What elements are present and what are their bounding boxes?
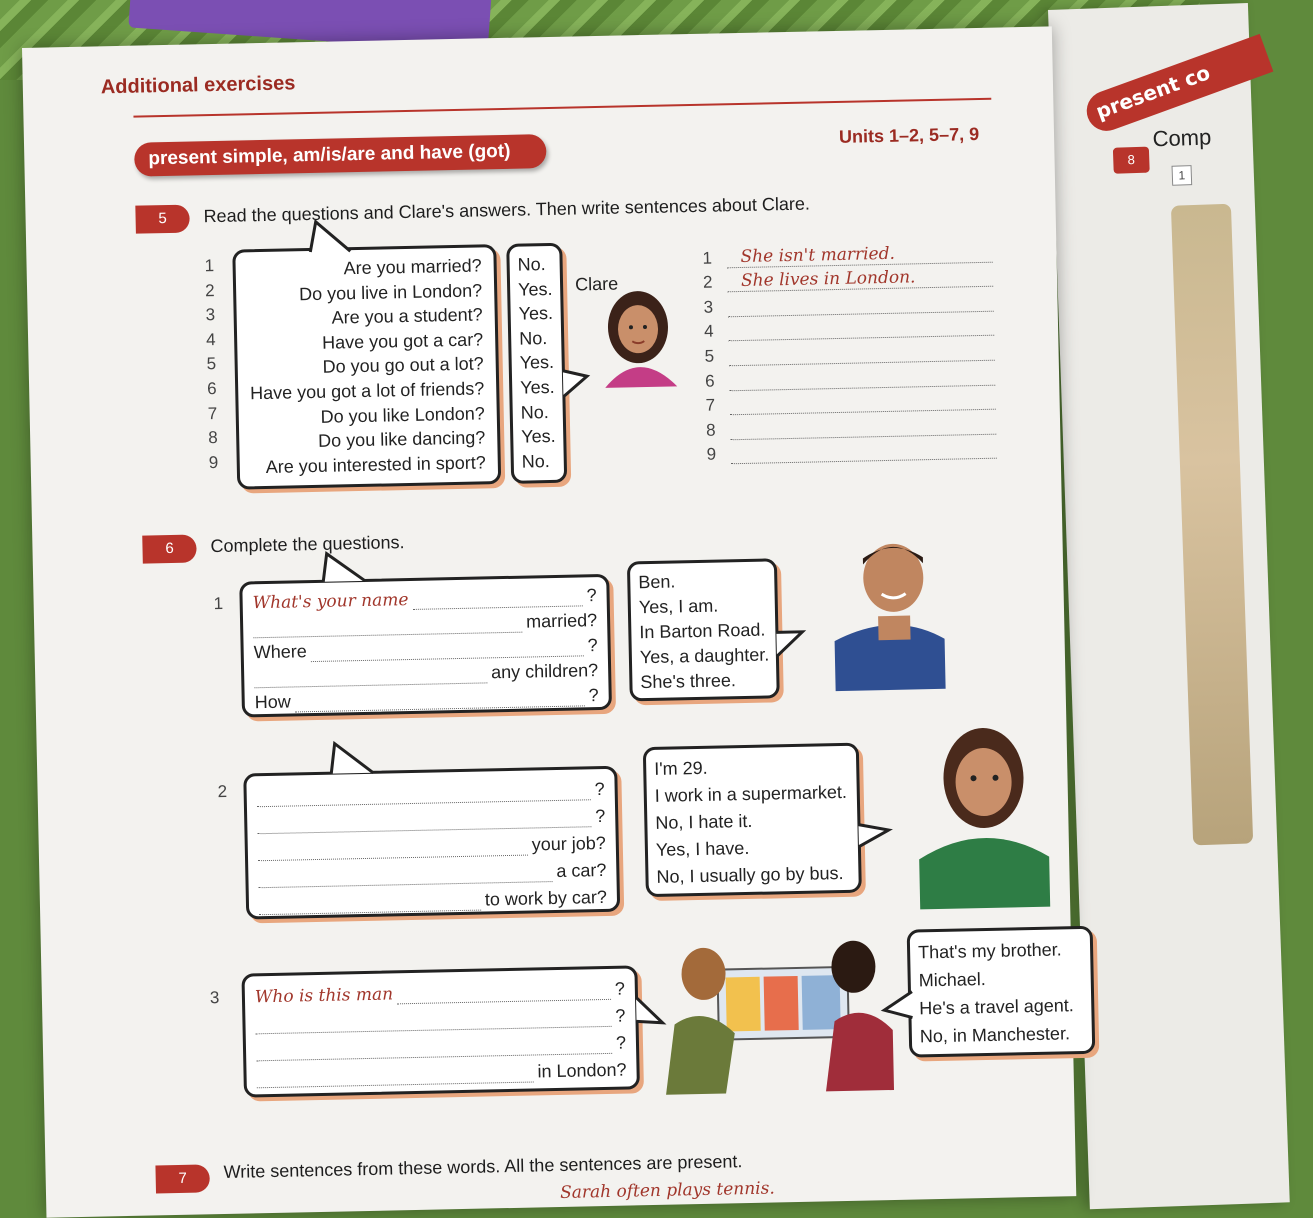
line-number: 8: [705, 420, 716, 440]
answer-text: She's three.: [640, 670, 737, 693]
ben-illustration: [822, 529, 955, 692]
line-number: 1: [702, 248, 713, 268]
ex6-q3-number: 3: [209, 988, 220, 1008]
exercise-7-badge: 7: [155, 1164, 210, 1193]
woman-illustration: [916, 717, 1050, 910]
answer-text: No, I hate it.: [655, 810, 753, 833]
blank-line: [257, 1082, 534, 1089]
ex6-q1-number: 1: [213, 593, 224, 614]
answer-text: Yes, I am.: [638, 595, 719, 618]
line-number: 3: [703, 297, 714, 317]
ex5-answers-bubble: [506, 243, 567, 484]
question-ending: ?: [587, 635, 598, 656]
ex5-answer: No.: [518, 327, 548, 349]
section-banner: present simple, am/is/are and have (got): [134, 134, 547, 177]
answer-text: That's my brother.: [917, 939, 1062, 963]
question-number: 2: [204, 280, 215, 300]
line-number: 4: [703, 321, 714, 342]
right-page-instruction: Comp: [1152, 124, 1212, 152]
right-page-illustration: [1171, 204, 1253, 846]
exercise-7-example: Sarah often plays tennis.: [559, 1178, 775, 1203]
ex5-written-answer: She isn't married.: [740, 243, 896, 267]
ex6-q1-answers-bubble: [627, 558, 780, 701]
ex6-q2-number: 2: [217, 781, 228, 802]
ex5-answer: Yes.: [521, 426, 556, 447]
ex5-question: Have you got a lot of friends?: [249, 378, 485, 404]
answer-line: [730, 438, 996, 465]
header-divider: [133, 98, 991, 118]
question-ending: married?: [525, 610, 598, 632]
answer-text: I work in a supermarket.: [654, 781, 848, 806]
question-number: 8: [208, 428, 218, 448]
friends-photo-illustration: [663, 930, 896, 1095]
question-number: 5: [206, 354, 217, 374]
ex6-q3-answers-tail: [882, 990, 915, 1023]
ex6-q1-questions-bubble: [239, 574, 612, 718]
ex6-q1-bubble-tail: [319, 551, 372, 584]
question-ending: your job?: [531, 832, 606, 855]
question-ending: ?: [614, 978, 626, 999]
answer-text: Yes, a daughter.: [639, 644, 770, 668]
blank-line: [295, 705, 585, 712]
question-ending: to work by car?: [484, 886, 608, 910]
ex5-question: Do you like London?: [320, 402, 485, 427]
ex5-question: Are you interested in sport?: [265, 452, 486, 477]
question-ending: ?: [615, 1005, 626, 1026]
answer-text: He's a travel agent.: [919, 995, 1075, 1019]
answer-text: Ben.: [638, 571, 676, 593]
page-header-title: Additional exercises: [100, 72, 296, 99]
question-ending: ?: [588, 685, 599, 706]
ex6-q2-answers-tail: [856, 820, 893, 851]
answer-text: No, I usually go by bus.: [656, 862, 844, 887]
ex6-q3-bubble-tail: [634, 995, 667, 1028]
ex5-answer: Yes.: [519, 352, 555, 374]
question-ending: in London?: [537, 1059, 627, 1082]
question-ending: any children?: [490, 660, 599, 683]
exercise-5-instruction: Read the questions and Clare's answers. Then write sentences about Clare.: [203, 193, 811, 227]
ex6-q1-answers-tail: [774, 628, 807, 661]
exercise-5-badge: 5: [135, 205, 190, 234]
ex5-question-numbers: [204, 256, 229, 478]
question-ending: ?: [615, 1032, 627, 1053]
line-number: 7: [705, 395, 716, 415]
ex6-q2-answers-bubble: [643, 743, 862, 897]
ex6-q3-answers-bubble: [907, 926, 1096, 1058]
question-number: 1: [204, 256, 215, 276]
ex5-writing-lines: [702, 238, 997, 465]
line-number: 6: [704, 371, 715, 391]
clare-illustration: [593, 286, 687, 388]
exercise-6-badge: 6: [142, 534, 197, 563]
ex6-q2-bubble-tail: [327, 741, 380, 776]
question-ending: ?: [594, 805, 606, 827]
question-number: 4: [205, 329, 216, 349]
line-number: 5: [704, 346, 715, 366]
workbook-page: [22, 26, 1076, 1217]
right-page-number: 1: [1172, 165, 1193, 186]
ex5-questions-bubble: [232, 244, 501, 489]
ex5-answer: No.: [521, 450, 550, 472]
question-number: 7: [207, 403, 218, 423]
blank-line: [259, 910, 481, 916]
right-page-exercise-badge: 8: [1113, 147, 1150, 174]
ex5-question: Do you go out a lot?: [322, 353, 484, 378]
ex6-q3-questions-bubble: [241, 965, 640, 1097]
question-start: What's your name: [252, 590, 409, 614]
exercise-6-instruction: Complete the questions.: [210, 532, 405, 557]
clare-name-label: Clare: [574, 273, 619, 295]
ex5-answers-tail: [561, 366, 592, 401]
exercise-7-instruction: Write sentences from these words. All the sentences are present.: [223, 1151, 743, 1183]
question-start: How: [254, 691, 291, 713]
ex5-question: Have you got a car?: [321, 329, 484, 353]
ex5-answer: Yes.: [518, 303, 554, 324]
ex5-answer: No.: [520, 401, 549, 423]
ex5-answer: Yes.: [517, 278, 553, 300]
ex5-question: Do you like dancing?: [317, 427, 486, 452]
question-ending: ?: [594, 778, 605, 800]
line-number: 9: [706, 444, 717, 465]
answer-text: I'm 29.: [654, 757, 708, 779]
question-start: Who is this man: [254, 984, 394, 1008]
ex6-q2-questions-bubble: [243, 766, 620, 920]
question-ending: ?: [586, 585, 597, 606]
ex5-question: Are you a student?: [331, 304, 483, 328]
ex5-question: Do you live in London?: [298, 280, 483, 304]
line-number: 2: [702, 272, 713, 292]
answer-text: No, in Manchester.: [919, 1023, 1071, 1047]
units-reference: Units 1–2, 5–7, 9: [838, 123, 980, 147]
ex5-answer: Yes.: [520, 376, 555, 398]
right-page-banner: present co: [1081, 34, 1273, 137]
question-ending: a car?: [556, 859, 607, 881]
answer-text: In Barton Road.: [639, 619, 766, 643]
answer-text: Michael.: [918, 969, 986, 991]
ex5-question: Are you married?: [343, 255, 482, 279]
question-start: Where: [253, 641, 307, 663]
question-number: 9: [208, 452, 219, 472]
ex5-written-answer: She lives in London.: [740, 267, 916, 292]
ex5-answer: No.: [517, 254, 546, 275]
ex5-bubble-tail: [306, 219, 357, 254]
question-number: 3: [205, 305, 216, 325]
answer-text: Yes, I have.: [655, 837, 750, 860]
question-number: 6: [206, 378, 217, 399]
